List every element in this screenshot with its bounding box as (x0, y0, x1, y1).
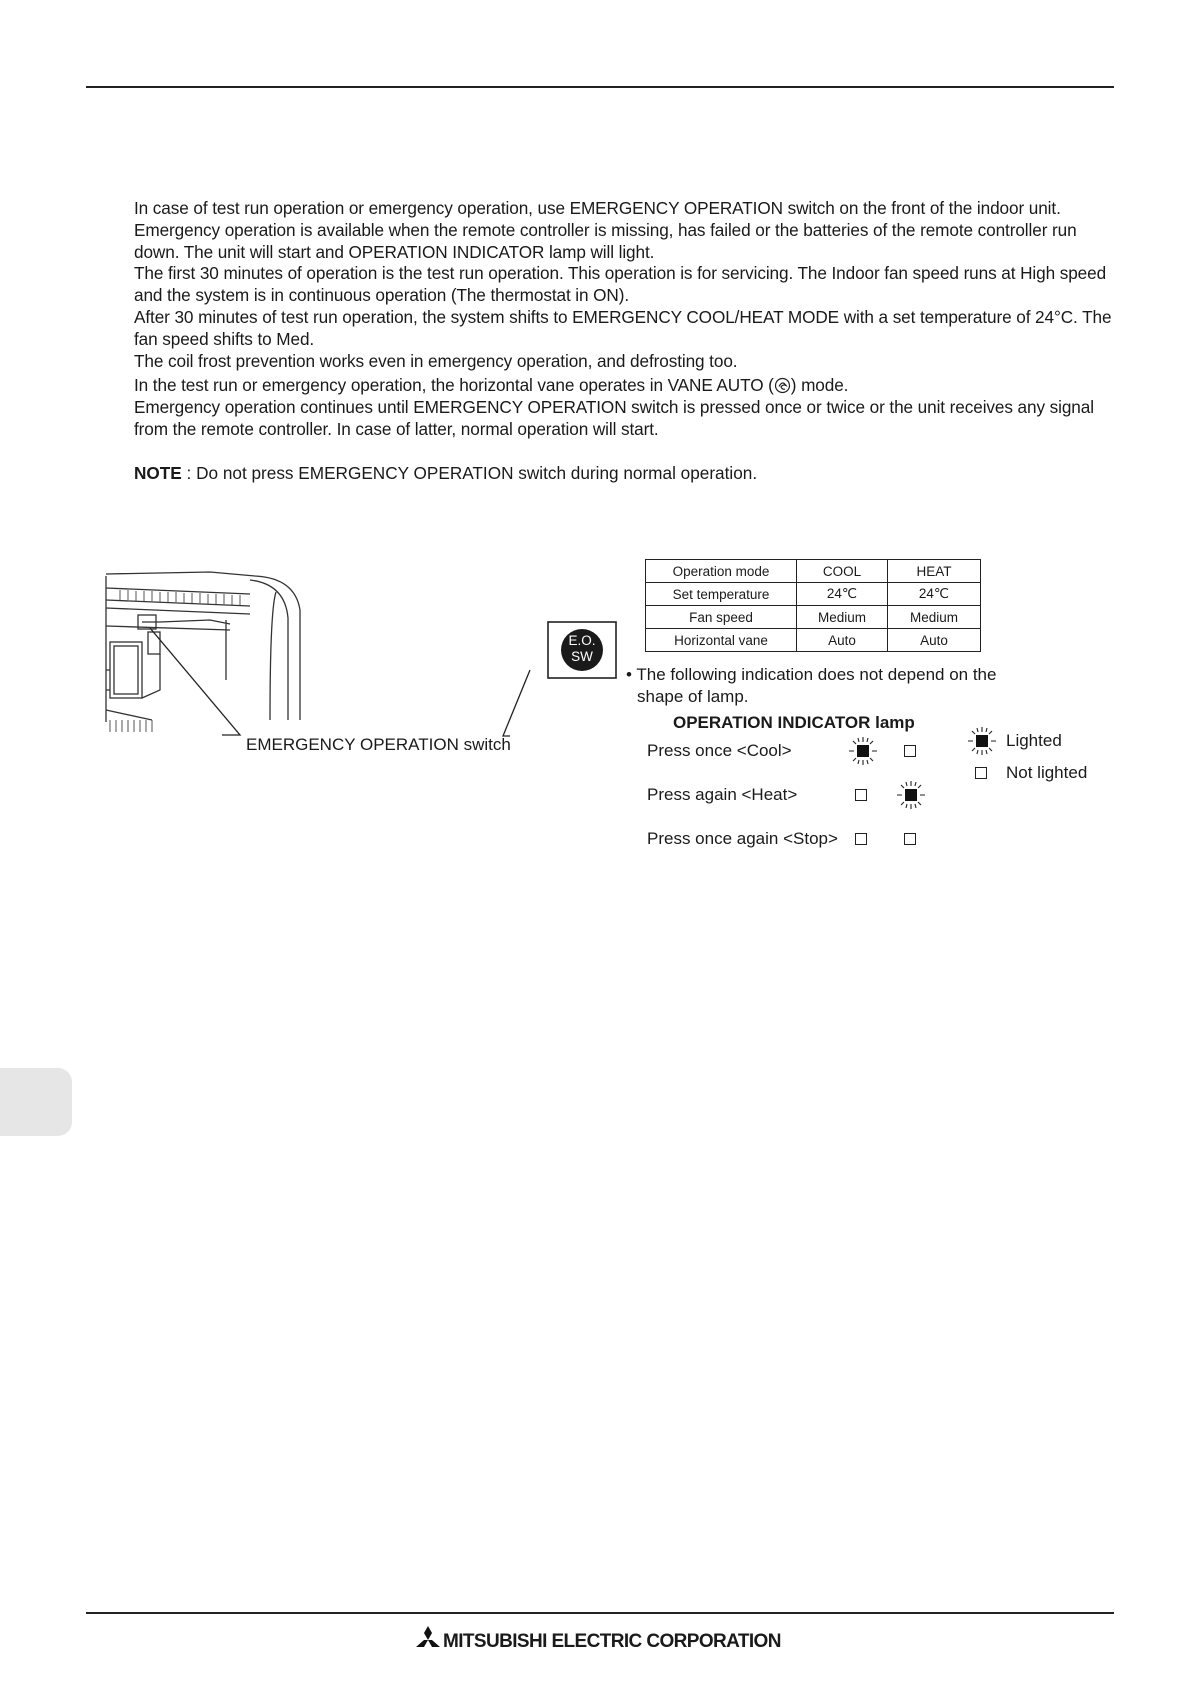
unlit-lamp-icon (904, 745, 916, 757)
table-row (646, 629, 981, 652)
legend-lighted-label: Lighted (1006, 731, 1062, 750)
indication-note (626, 664, 996, 708)
footer-rule (86, 1612, 1114, 1614)
indication-note-line2: shape of lamp. (637, 687, 749, 706)
table-cell: COOL (797, 560, 888, 583)
table-cell: Horizontal vane (646, 629, 797, 652)
eo-switch-badge (561, 633, 603, 665)
vane-text-after: ) mode. (790, 375, 849, 396)
section-tab (0, 1068, 72, 1136)
instructions-text (134, 198, 1124, 441)
table-cell: Auto (797, 629, 888, 652)
footer-brand: MITSUBISHI ELECTRIC CORPORATION (443, 1631, 781, 1652)
lighted-lamp-icon (896, 780, 926, 810)
table-cell: Medium (797, 606, 888, 629)
paragraph-vane (134, 375, 1124, 397)
unlit-lamp-icon (855, 789, 867, 801)
lighted-lamp-icon (848, 736, 878, 766)
vane-auto-icon (774, 375, 791, 395)
vane-text-before: In the test run or emergency operation, the horizontal vane operates in VANE AUTO ( (134, 375, 774, 396)
table-row (646, 606, 981, 629)
emergency-switch-label: EMERGENCY OPERATION switch (246, 735, 511, 754)
unlit-lamp-icon (904, 833, 916, 845)
table-cell: 24℃ (888, 583, 981, 606)
row-label-stop: Press once again <Stop> (647, 829, 838, 848)
paragraph-continue: Emergency operation continues until EMERGENCY OPERATION switch is pressed once or twice or the unit receives any signal from the remote controller. In case of latter, normal operation will start. (134, 397, 1094, 439)
legend-not-lighted-label: Not lighted (1006, 763, 1088, 782)
eo-badge-line2: SW (571, 649, 593, 664)
table-cell: Fan speed (646, 606, 797, 629)
indicator-lamp-title: OPERATION INDICATOR lamp (673, 713, 915, 732)
indication-note-line1: • The following indication does not depend on the (626, 665, 997, 684)
legend-unlit-icon (975, 767, 987, 779)
mitsubishi-logo-icon (414, 1626, 442, 1650)
emergency-settings-table (645, 559, 981, 652)
table-cell: Auto (888, 629, 981, 652)
legend-lighted-icon (967, 726, 997, 756)
table-cell: 24℃ (797, 583, 888, 606)
paragraph-test-run: The first 30 minutes of operation is the test run operation. This operation is for servicing. The Indoor fan speed runs at High speed and the system is in continuous operation (The thermostat in ON). (134, 263, 1107, 306)
table-row (646, 560, 981, 583)
table-row (646, 583, 981, 606)
note-text: : Do not press EMERGENCY OPERATION switch during normal operation. (181, 463, 758, 483)
header-rule (86, 86, 1114, 88)
unlit-lamp-icon (855, 833, 867, 845)
table-cell: Set temperature (646, 583, 797, 606)
paragraph-intro: In case of test run operation or emergency operation, use EMERGENCY OPERATION switch on the front of the indoor unit. Emergency operation is available when the remote controller is missing, has failed or the batteries of the remote controller run down. The unit will start and OPERATION INDICATOR lamp will light. (134, 198, 1077, 262)
paragraph-frost: The coil frost prevention works even in emergency operation, and defrosting too. (134, 350, 738, 371)
eo-badge-line1: E.O. (568, 633, 596, 648)
row-label-cool: Press once <Cool> (647, 741, 792, 760)
indoor-unit-illustration (100, 570, 660, 760)
note (134, 463, 757, 484)
table-cell: Medium (888, 606, 981, 629)
row-label-heat: Press again <Heat> (647, 785, 798, 804)
table-cell: Operation mode (646, 560, 797, 583)
table-cell: HEAT (888, 560, 981, 583)
paragraph-emergency-mode: After 30 minutes of test run operation, the system shifts to EMERGENCY COOL/HEAT MODE with a set temperature of 24°C. The fan speed shifts to Med. (134, 306, 1112, 349)
note-label: NOTE (134, 463, 182, 483)
